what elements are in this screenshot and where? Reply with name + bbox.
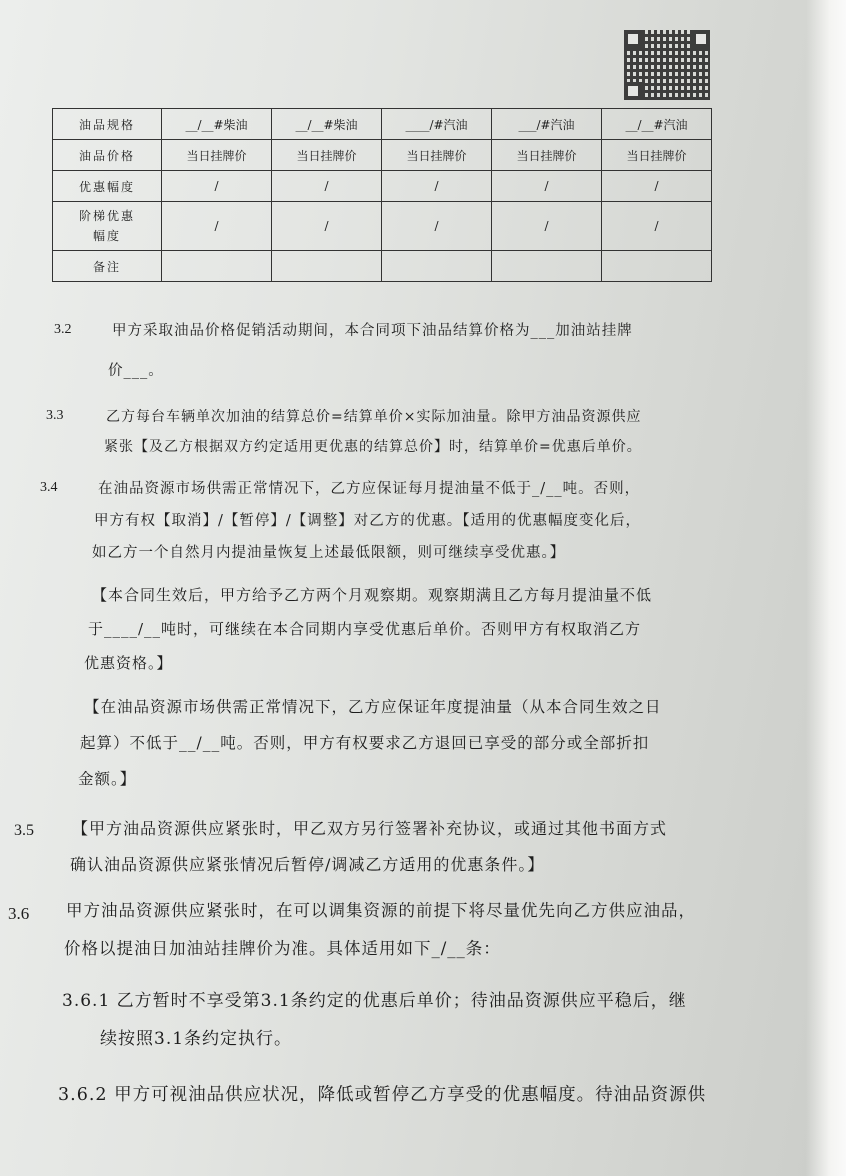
clause-text: 优惠资格。】 — [84, 654, 173, 672]
fuel-pricing-table — [52, 108, 712, 282]
clause-text: 甲方油品资源供应紧张时，在可以调集资源的前提下将尽量优先向乙方供应油品， — [66, 901, 696, 920]
clause-text: 确认油品资源供应紧张情况后暂停/调减乙方适用的优惠条件。】 — [70, 855, 545, 874]
row-label: 优惠幅度 — [53, 171, 162, 202]
clause-text: 3.6.1 乙方暂时不享受第3.1条约定的优惠后单价；待油品资源供应平稳后，继 — [62, 991, 687, 1011]
table-cell: __/__#柴油 — [272, 109, 382, 140]
clause-text: 金额。】 — [78, 770, 137, 788]
table-cell: / — [272, 171, 382, 202]
clause-text: 甲方有权【取消】/【暂停】/【调整】对乙方的优惠。【适用的优惠幅度变化后， — [94, 513, 642, 529]
clause-text: 【在油品资源市场供需正常情况下，乙方应保证年度提油量（从本合同生效之日 — [84, 698, 662, 716]
clause-text: 价格以提油日加油站挂牌价为准。具体适用如下_/__条： — [64, 939, 501, 958]
clause-number: 3.4 — [40, 480, 58, 495]
table-cell: / — [492, 171, 602, 202]
table-cell: 当日挂牌价 — [272, 140, 382, 171]
table-row — [53, 251, 712, 282]
clause-number: 3.2 — [54, 322, 72, 337]
table-row — [53, 202, 712, 251]
table-cell: / — [272, 202, 382, 251]
clause-text: 【甲方油品资源供应紧张时，甲乙双方另行签署补充协议，或通过其他书面方式 — [72, 819, 668, 838]
clause-text: 甲方采取油品价格促销活动期间，本合同项下油品结算价格为___加油站挂牌 — [112, 323, 633, 339]
table-cell: / — [602, 202, 712, 251]
clause-text: 乙方每台车辆单次加油的结算总价=结算单价×实际加油量。除甲方油品资源供应 — [106, 409, 642, 425]
clause-text: 紧张【及乙方根据双方约定适用更优惠的结算总价】时，结算单价=优惠后单价。 — [104, 439, 642, 455]
clause-text: 如乙方一个自然月内提油量恢复上述最低限额，则可继续享受优惠。】 — [92, 545, 566, 561]
clause-text: 价___。 — [108, 363, 164, 379]
clause-text: 于____/__吨时，可继续在本合同期内享受优惠后单价。否则甲方有权取消乙方 — [88, 620, 642, 638]
table-row — [53, 140, 712, 171]
table-cell: __/__#汽油 — [602, 109, 712, 140]
table-cell: / — [382, 202, 492, 251]
table-cell: / — [492, 202, 602, 251]
table-cell: 当日挂牌价 — [162, 140, 272, 171]
table-cell: / — [602, 171, 712, 202]
row-label: 备注 — [53, 251, 162, 282]
clause-text: 起算）不低于__/__吨。否则，甲方有权要求乙方退回已享受的部分或全部折扣 — [80, 734, 650, 752]
table-cell: ___/#汽油 — [492, 109, 602, 140]
table-cell: / — [162, 202, 272, 251]
qr-code-icon — [624, 30, 710, 100]
row-label: 阶梯优惠 幅度 — [53, 202, 162, 251]
table-cell: 当日挂牌价 — [492, 140, 602, 171]
table-cell — [382, 251, 492, 282]
table-cell: ____/#汽油 — [382, 109, 492, 140]
clause-text: 3.6.2 甲方可视油品供应状况，降低或暂停乙方享受的优惠幅度。待油品资源供 — [58, 1085, 707, 1105]
row-label: 油品规格 — [53, 109, 162, 140]
table-cell — [492, 251, 602, 282]
table-cell — [272, 251, 382, 282]
table-cell — [602, 251, 712, 282]
clause-text: 在油品资源市场供需正常情况下，乙方应保证每月提油量不低于_/__吨。否则， — [98, 481, 641, 497]
table-row — [53, 109, 712, 140]
row-label: 油品价格 — [53, 140, 162, 171]
table-cell: 当日挂牌价 — [602, 140, 712, 171]
page-edge — [806, 0, 846, 1176]
clause-number: 3.5 — [14, 822, 34, 839]
table-cell: / — [162, 171, 272, 202]
clause-text: 续按照3.1条约定执行。 — [100, 1029, 293, 1049]
clause-number: 3.6 — [8, 904, 30, 923]
table-cell: 当日挂牌价 — [382, 140, 492, 171]
clause-text: 【本合同生效后，甲方给予乙方两个月观察期。观察期满且乙方每月提油量不低 — [92, 586, 653, 604]
table-cell: / — [382, 171, 492, 202]
table-row — [53, 171, 712, 202]
clause-number: 3.3 — [46, 408, 64, 423]
table-cell: __/__#柴油 — [162, 109, 272, 140]
table-cell — [162, 251, 272, 282]
